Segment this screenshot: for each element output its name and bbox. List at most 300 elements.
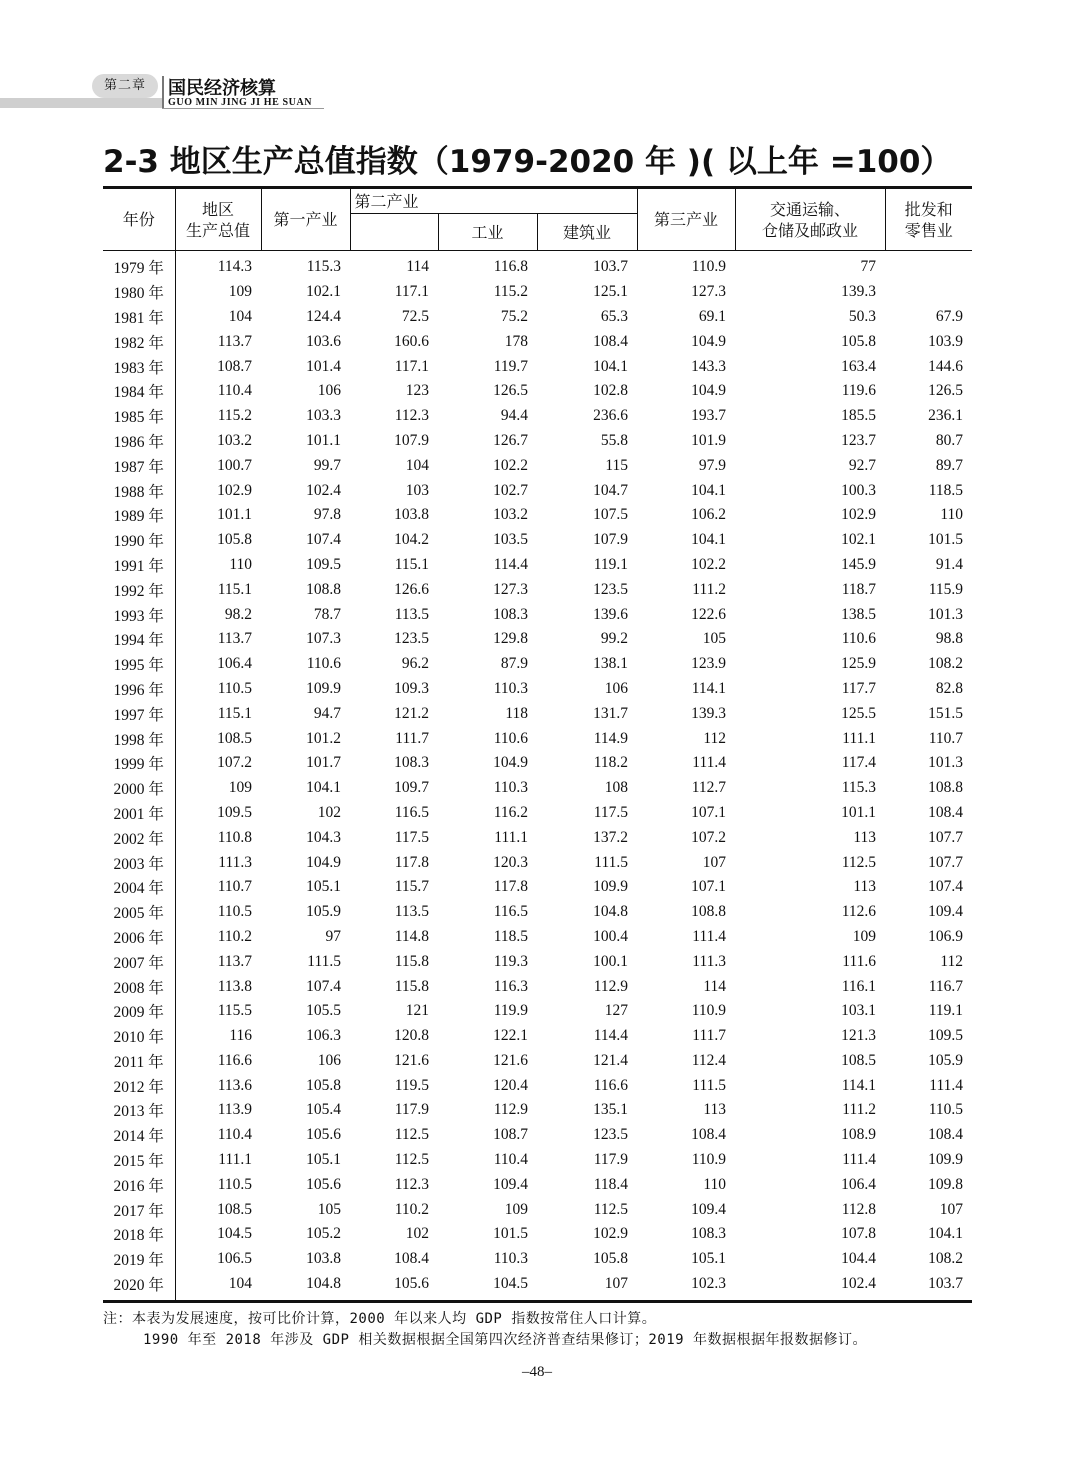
cell-transport: 118.7 bbox=[841, 580, 877, 598]
cell-secondary: 102 bbox=[405, 1225, 429, 1243]
table-row bbox=[103, 577, 972, 602]
cell-year: 1993 年 bbox=[103, 602, 175, 627]
cell-gdp: 102.9 bbox=[217, 481, 252, 499]
cell-tertiary: 105 bbox=[702, 630, 727, 648]
cell-year: 2007 年 bbox=[103, 949, 175, 974]
cell-construction: 103.7 bbox=[593, 258, 629, 276]
cell-primary: 115.3 bbox=[306, 258, 341, 276]
cell-gdp: 108.5 bbox=[217, 729, 252, 747]
cell-primary: 106 bbox=[317, 1051, 341, 1069]
cell-construction: 127 bbox=[604, 1002, 629, 1020]
cell-construction: 108 bbox=[604, 779, 629, 797]
cell-industry: 118.5 bbox=[493, 927, 528, 945]
cell-gdp: 103.2 bbox=[217, 431, 252, 449]
cell-wholesale: 109.8 bbox=[928, 1175, 964, 1193]
cell-gdp: 110.2 bbox=[217, 927, 252, 945]
cell-primary: 102.4 bbox=[306, 481, 341, 499]
cell-tertiary: 123.9 bbox=[691, 655, 727, 673]
cell-construction: 55.8 bbox=[600, 431, 629, 449]
cell-secondary: 105.6 bbox=[350, 1272, 438, 1302]
cell-secondary: 117.9 bbox=[394, 1101, 429, 1119]
table-row bbox=[103, 701, 972, 726]
cell-tertiary: 111.5 bbox=[692, 1076, 727, 1094]
table-header bbox=[103, 188, 972, 251]
cell-secondary: 109.3 bbox=[394, 679, 429, 697]
cell-wholesale: 103.7 bbox=[885, 1272, 972, 1302]
cell-industry: 94.4 bbox=[500, 407, 528, 425]
cell-transport: 50.3 bbox=[848, 307, 877, 325]
cell-transport: 108.5 bbox=[841, 1051, 877, 1069]
cell-industry: 108.7 bbox=[493, 1126, 528, 1144]
cell-construction: 123.5 bbox=[593, 580, 629, 598]
header-transport: 交通运输、 仓储及邮政业 bbox=[735, 188, 885, 251]
cell-construction: 114.4 bbox=[593, 1027, 629, 1045]
cell-wholesale: 67.9 bbox=[935, 307, 964, 325]
cell-transport: 117.7 bbox=[841, 679, 877, 697]
cell-construction: 115 bbox=[605, 456, 629, 474]
cell-transport: 139.3 bbox=[841, 283, 877, 301]
cell-transport: 112.6 bbox=[841, 903, 877, 921]
cell-transport: 110.6 bbox=[841, 630, 877, 648]
cell-tertiary: 104.1 bbox=[691, 481, 727, 499]
cell-industry: 110.6 bbox=[493, 729, 528, 747]
cell-secondary: 117.1 bbox=[394, 283, 429, 301]
cell-industry: 122.1 bbox=[493, 1027, 528, 1045]
cell-gdp: 113.7 bbox=[217, 630, 252, 648]
table-row bbox=[103, 751, 972, 776]
cell-secondary: 123.5 bbox=[394, 630, 429, 648]
cell-wholesale: 101.3 bbox=[928, 605, 964, 623]
header-underline bbox=[162, 108, 324, 109]
cell-gdp: 110.8 bbox=[217, 828, 252, 846]
cell-transport: 111.4 bbox=[842, 1151, 877, 1169]
cell-secondary: 121.6 bbox=[394, 1051, 429, 1069]
cell-secondary: 117.8 bbox=[394, 853, 429, 871]
table-row bbox=[103, 429, 972, 454]
cell-primary: 103.8 bbox=[306, 1250, 341, 1268]
cell-gdp: 106.5 bbox=[217, 1250, 252, 1268]
cell-primary: 101.7 bbox=[306, 754, 341, 772]
cell-construction: 111.5 bbox=[594, 853, 629, 871]
cell-industry: 116.3 bbox=[493, 977, 528, 995]
cell-secondary: 120.8 bbox=[394, 1027, 429, 1045]
cell-transport: 116.1 bbox=[841, 977, 877, 995]
cell-year: 1983 年 bbox=[103, 354, 175, 379]
cell-transport: 102.1 bbox=[841, 531, 877, 549]
cell-transport: 163.4 bbox=[841, 357, 877, 375]
cell-secondary: 108.4 bbox=[394, 1250, 429, 1268]
cell-wholesale: 105.9 bbox=[928, 1051, 964, 1069]
cell-tertiary: 113 bbox=[703, 1101, 727, 1119]
cell-year: 2009 年 bbox=[103, 999, 175, 1024]
table-row bbox=[103, 850, 972, 875]
cell-year: 2017 年 bbox=[103, 1197, 175, 1222]
cell-transport: 185.5 bbox=[841, 407, 877, 425]
cell-industry: 126.5 bbox=[493, 382, 528, 400]
cell-tertiary: 110 bbox=[703, 1175, 727, 1193]
cell-wholesale: 89.7 bbox=[935, 456, 964, 474]
cell-transport: 102.9 bbox=[841, 506, 877, 524]
cell-gdp: 110.7 bbox=[217, 878, 252, 896]
cell-year: 2002 年 bbox=[103, 825, 175, 850]
cell-year: 2005 年 bbox=[103, 900, 175, 925]
cell-construction: 104.7 bbox=[593, 481, 629, 499]
cell-construction: 100.1 bbox=[593, 952, 629, 970]
cell-primary: 111.5 bbox=[307, 952, 341, 970]
cell-secondary: 113.5 bbox=[394, 605, 429, 623]
cell-wholesale: 236.1 bbox=[928, 407, 964, 425]
cell-tertiary: 111.4 bbox=[692, 754, 727, 772]
gdp-index-table-container bbox=[103, 186, 972, 1303]
cell-construction: 135.1 bbox=[593, 1101, 629, 1119]
table-row bbox=[103, 1197, 972, 1222]
cell-secondary: 126.6 bbox=[394, 580, 429, 598]
cell-transport: 107.8 bbox=[841, 1225, 877, 1243]
cell-construction: 125.1 bbox=[593, 283, 629, 301]
cell-gdp: 104 bbox=[175, 1272, 261, 1302]
table-row bbox=[103, 726, 972, 751]
table-row bbox=[103, 801, 972, 826]
table-row bbox=[103, 1098, 972, 1123]
cell-primary: 105.1 bbox=[306, 878, 341, 896]
table-body bbox=[103, 251, 972, 1302]
cell-transport: 112.5 bbox=[841, 853, 877, 871]
cell-wholesale: 151.5 bbox=[928, 704, 964, 722]
cell-primary: 107.4 bbox=[306, 977, 341, 995]
cell-wholesale: 107.7 bbox=[928, 828, 964, 846]
cell-year: 2016 年 bbox=[103, 1172, 175, 1197]
cell-tertiary: 104.9 bbox=[691, 382, 727, 400]
cell-year: 2004 年 bbox=[103, 875, 175, 900]
cell-gdp: 116.6 bbox=[217, 1051, 252, 1069]
cell-tertiary: 108.4 bbox=[691, 1126, 727, 1144]
cell-year: 2020 年 bbox=[103, 1272, 175, 1302]
cell-primary: 105.5 bbox=[306, 1002, 341, 1020]
cell-industry: 87.9 bbox=[500, 655, 528, 673]
cell-construction: 108.4 bbox=[593, 332, 629, 350]
cell-tertiary: 112 bbox=[703, 729, 727, 747]
cell-secondary: 115.7 bbox=[394, 878, 429, 896]
cell-year: 2000 年 bbox=[103, 776, 175, 801]
cell-secondary: 112.3 bbox=[394, 1175, 429, 1193]
cell-primary: 97.8 bbox=[313, 506, 341, 524]
cell-tertiary: 193.7 bbox=[691, 407, 727, 425]
cell-tertiary: 102.2 bbox=[691, 555, 727, 573]
cell-gdp: 115.1 bbox=[217, 704, 252, 722]
cell-transport: 125.5 bbox=[841, 704, 877, 722]
chapter-subtitle: GUO MIN JING JI HE SUAN bbox=[168, 97, 313, 108]
cell-tertiary: 139.3 bbox=[691, 704, 727, 722]
cell-tertiary: 107.2 bbox=[691, 828, 727, 846]
cell-secondary: 96.2 bbox=[401, 655, 429, 673]
cell-transport: 103.1 bbox=[841, 1002, 877, 1020]
cell-primary: 105.1 bbox=[306, 1151, 341, 1169]
cell-construction: 116.6 bbox=[593, 1076, 629, 1094]
cell-wholesale: 109.4 bbox=[928, 903, 964, 921]
cell-primary: 99.7 bbox=[313, 456, 341, 474]
table-row bbox=[103, 776, 972, 801]
cell-transport: 113 bbox=[853, 828, 877, 846]
cell-construction: 112.5 bbox=[593, 1200, 629, 1218]
cell-gdp: 109 bbox=[228, 283, 252, 301]
cell-construction: 105.8 bbox=[593, 1250, 629, 1268]
cell-secondary: 112.5 bbox=[394, 1151, 429, 1169]
cell-secondary: 104 bbox=[405, 456, 429, 474]
cell-construction: 118.4 bbox=[593, 1175, 629, 1193]
cell-gdp: 109.5 bbox=[217, 803, 252, 821]
cell-gdp: 111.3 bbox=[218, 853, 252, 871]
cell-primary: 124.4 bbox=[306, 307, 341, 325]
cell-construction: 106 bbox=[604, 679, 629, 697]
cell-primary: 105.6 bbox=[306, 1175, 341, 1193]
header-tertiary: 第三产业 bbox=[637, 188, 735, 251]
cell-primary: 107.3 bbox=[306, 630, 341, 648]
table-row bbox=[103, 280, 972, 305]
cell-construction: 109.9 bbox=[593, 878, 629, 896]
cell-industry: 103.2 bbox=[493, 506, 528, 524]
cell-secondary: 123 bbox=[405, 382, 429, 400]
cell-secondary: 112.5 bbox=[394, 1126, 429, 1144]
cell-secondary: 103 bbox=[405, 481, 429, 499]
table-row bbox=[103, 503, 972, 528]
cell-gdp: 115.1 bbox=[217, 580, 252, 598]
cell-industry: 119.7 bbox=[493, 357, 528, 375]
table-row bbox=[103, 305, 972, 330]
header-gdp: 地区 生产总值 bbox=[175, 188, 261, 251]
cell-industry: 118 bbox=[505, 704, 528, 722]
cell-construction: 121.4 bbox=[593, 1051, 629, 1069]
header-construction: 建筑业 bbox=[537, 214, 637, 251]
cell-tertiary: 110.9 bbox=[691, 258, 727, 276]
table-row bbox=[103, 602, 972, 627]
cell-construction: 117.9 bbox=[593, 1151, 629, 1169]
cell-secondary: 115.1 bbox=[394, 555, 429, 573]
cell-primary: 110.6 bbox=[306, 655, 341, 673]
cell-transport: 145.9 bbox=[841, 555, 877, 573]
cell-year: 1995 年 bbox=[103, 652, 175, 677]
cell-industry: 111.1 bbox=[494, 828, 528, 846]
header-wholesale: 批发和 零售业 bbox=[885, 188, 972, 251]
cell-industry: 109.4 bbox=[493, 1175, 528, 1193]
cell-tertiary: 107.1 bbox=[691, 878, 727, 896]
cell-secondary: 116.5 bbox=[394, 803, 429, 821]
cell-wholesale: 112 bbox=[940, 952, 964, 970]
cell-construction: 99.2 bbox=[600, 630, 629, 648]
table-row bbox=[103, 453, 972, 478]
cell-secondary: 121.2 bbox=[394, 704, 429, 722]
cell-industry: 114.4 bbox=[493, 555, 528, 573]
cell-tertiary: 111.3 bbox=[692, 952, 727, 970]
cell-gdp: 115.2 bbox=[217, 407, 252, 425]
cell-secondary: 109.7 bbox=[394, 779, 429, 797]
cell-transport: 102.4 bbox=[735, 1272, 885, 1302]
cell-industry: 121.6 bbox=[493, 1051, 528, 1069]
cell-tertiary: 108.8 bbox=[691, 903, 727, 921]
cell-industry: 126.7 bbox=[493, 431, 528, 449]
cell-year: 1991 年 bbox=[103, 553, 175, 578]
cell-gdp: 104.5 bbox=[217, 1225, 252, 1243]
cell-primary: 105.6 bbox=[306, 1126, 341, 1144]
cell-wholesale: 109.5 bbox=[928, 1027, 964, 1045]
cell-primary: 105.8 bbox=[306, 1076, 341, 1094]
cell-secondary: 119.5 bbox=[394, 1076, 429, 1094]
gdp-index-table bbox=[103, 186, 972, 1303]
table-row bbox=[103, 925, 972, 950]
cell-transport: 123.7 bbox=[841, 431, 877, 449]
cell-construction: 112.9 bbox=[593, 977, 629, 995]
cell-year: 1980 年 bbox=[103, 280, 175, 305]
cell-tertiary: 143.3 bbox=[691, 357, 727, 375]
page-number: –48– bbox=[522, 1364, 552, 1380]
header-industry: 工业 bbox=[438, 214, 537, 251]
cell-tertiary: 108.3 bbox=[691, 1225, 727, 1243]
cell-year: 1989 年 bbox=[103, 503, 175, 528]
cell-wholesale: 144.6 bbox=[928, 357, 964, 375]
cell-primary: 104.3 bbox=[306, 828, 341, 846]
cell-primary: 104.9 bbox=[306, 853, 341, 871]
cell-gdp: 110.4 bbox=[217, 382, 252, 400]
cell-secondary: 113.5 bbox=[394, 903, 429, 921]
cell-wholesale bbox=[885, 251, 972, 280]
cell-tertiary: 107 bbox=[702, 853, 727, 871]
cell-tertiary: 69.1 bbox=[698, 307, 727, 325]
cell-transport: 105.8 bbox=[841, 332, 877, 350]
table-row bbox=[103, 1123, 972, 1148]
cell-primary: 103.6 bbox=[306, 332, 341, 350]
cell-transport: 138.5 bbox=[841, 605, 877, 623]
cell-industry: 119.9 bbox=[493, 1002, 528, 1020]
cell-construction: 236.6 bbox=[593, 407, 629, 425]
cell-primary: 105.9 bbox=[306, 903, 341, 921]
cell-secondary: 110.2 bbox=[394, 1200, 429, 1218]
cell-gdp: 110.5 bbox=[217, 903, 252, 921]
cell-year: 1982 年 bbox=[103, 329, 175, 354]
table-row bbox=[103, 553, 972, 578]
table-row bbox=[103, 974, 972, 999]
cell-transport: 101.1 bbox=[841, 803, 877, 821]
cell-secondary: 160.6 bbox=[394, 332, 429, 350]
cell-industry: 116.5 bbox=[493, 903, 528, 921]
cell-primary: 105.2 bbox=[306, 1225, 341, 1243]
table-row bbox=[103, 627, 972, 652]
cell-year: 1988 年 bbox=[103, 478, 175, 503]
cell-primary: 97 bbox=[325, 927, 341, 945]
cell-wholesale: 104.1 bbox=[928, 1225, 964, 1243]
table-row bbox=[103, 528, 972, 553]
cell-transport: 100.3 bbox=[841, 481, 877, 499]
cell-gdp: 114.3 bbox=[217, 258, 252, 276]
cell-wholesale: 108.8 bbox=[928, 779, 964, 797]
chapter-badge: 第二章 bbox=[92, 74, 158, 98]
table-row bbox=[103, 875, 972, 900]
cell-year: 1997 年 bbox=[103, 701, 175, 726]
cell-secondary: 115.8 bbox=[394, 952, 429, 970]
cell-year: 2015 年 bbox=[103, 1148, 175, 1173]
table-row bbox=[103, 677, 972, 702]
cell-tertiary: 109.4 bbox=[691, 1200, 727, 1218]
cell-industry: 104.5 bbox=[438, 1272, 537, 1302]
cell-wholesale bbox=[885, 280, 972, 305]
cell-wholesale: 107 bbox=[939, 1200, 964, 1218]
cell-secondary: 117.5 bbox=[394, 828, 429, 846]
cell-year: 2012 年 bbox=[103, 1073, 175, 1098]
cell-industry: 116.8 bbox=[493, 258, 528, 276]
cell-secondary: 108.3 bbox=[394, 754, 429, 772]
cell-industry: 109 bbox=[504, 1200, 528, 1218]
cell-secondary: 111.7 bbox=[395, 729, 429, 747]
cell-tertiary: 106.2 bbox=[691, 506, 727, 524]
cell-primary: 101.4 bbox=[306, 357, 341, 375]
cell-tertiary: 107.1 bbox=[691, 803, 727, 821]
cell-year: 2011 年 bbox=[103, 1049, 175, 1074]
cell-construction: 65.3 bbox=[600, 307, 629, 325]
cell-construction: 107 bbox=[537, 1272, 637, 1302]
cell-primary: 101.2 bbox=[306, 729, 341, 747]
cell-transport: 104.4 bbox=[841, 1250, 877, 1268]
cell-primary: 105.4 bbox=[306, 1101, 341, 1119]
cell-industry: 112.9 bbox=[493, 1101, 528, 1119]
cell-construction: 104.1 bbox=[593, 357, 629, 375]
cell-gdp: 113.9 bbox=[217, 1101, 252, 1119]
cell-transport: 111.2 bbox=[842, 1101, 877, 1119]
cell-wholesale: 116.7 bbox=[928, 977, 964, 995]
cell-construction: 114.9 bbox=[593, 729, 629, 747]
cell-primary: 102 bbox=[317, 803, 341, 821]
cell-industry: 117.8 bbox=[493, 878, 528, 896]
cell-wholesale: 82.8 bbox=[935, 679, 964, 697]
cell-gdp: 116 bbox=[229, 1027, 252, 1045]
cell-primary: 94.7 bbox=[313, 704, 341, 722]
cell-wholesale: 110 bbox=[940, 506, 964, 524]
cell-transport: 77 bbox=[860, 258, 877, 276]
cell-year: 2013 年 bbox=[103, 1098, 175, 1123]
cell-industry: 116.2 bbox=[493, 803, 528, 821]
cell-industry: 108.3 bbox=[493, 605, 528, 623]
cell-year: 1986 年 bbox=[103, 429, 175, 454]
cell-wholesale: 115.9 bbox=[928, 580, 964, 598]
cell-industry: 102.7 bbox=[493, 481, 528, 499]
cell-secondary: 115.8 bbox=[394, 977, 429, 995]
cell-wholesale: 107.7 bbox=[928, 853, 964, 871]
cell-wholesale: 118.5 bbox=[928, 481, 964, 499]
cell-tertiary: 112.4 bbox=[691, 1051, 727, 1069]
cell-tertiary: 104.9 bbox=[691, 332, 727, 350]
cell-wholesale: 103.9 bbox=[928, 332, 964, 350]
cell-tertiary: 111.4 bbox=[692, 927, 727, 945]
cell-transport: 109 bbox=[852, 927, 877, 945]
cell-gdp: 108.7 bbox=[217, 357, 252, 375]
cell-industry: 115.2 bbox=[493, 283, 528, 301]
table-row bbox=[103, 251, 972, 280]
cell-transport: 113 bbox=[853, 878, 877, 896]
table-row bbox=[103, 354, 972, 379]
cell-wholesale: 98.8 bbox=[935, 630, 964, 648]
cell-tertiary: 105.1 bbox=[691, 1250, 727, 1268]
cell-gdp: 108.5 bbox=[217, 1200, 252, 1218]
cell-year: 2001 年 bbox=[103, 801, 175, 826]
cell-gdp: 98.2 bbox=[224, 605, 252, 623]
cell-construction: 102.8 bbox=[593, 382, 629, 400]
cell-secondary: 72.5 bbox=[401, 307, 429, 325]
cell-primary: 103.3 bbox=[306, 407, 341, 425]
cell-construction: 119.1 bbox=[593, 555, 629, 573]
cell-wholesale: 106.9 bbox=[928, 927, 964, 945]
table-row bbox=[103, 825, 972, 850]
cell-secondary: 117.1 bbox=[394, 357, 429, 375]
cell-transport: 112.8 bbox=[841, 1200, 877, 1218]
cell-wholesale: 108.2 bbox=[928, 655, 964, 673]
cell-wholesale: 108.4 bbox=[928, 803, 964, 821]
